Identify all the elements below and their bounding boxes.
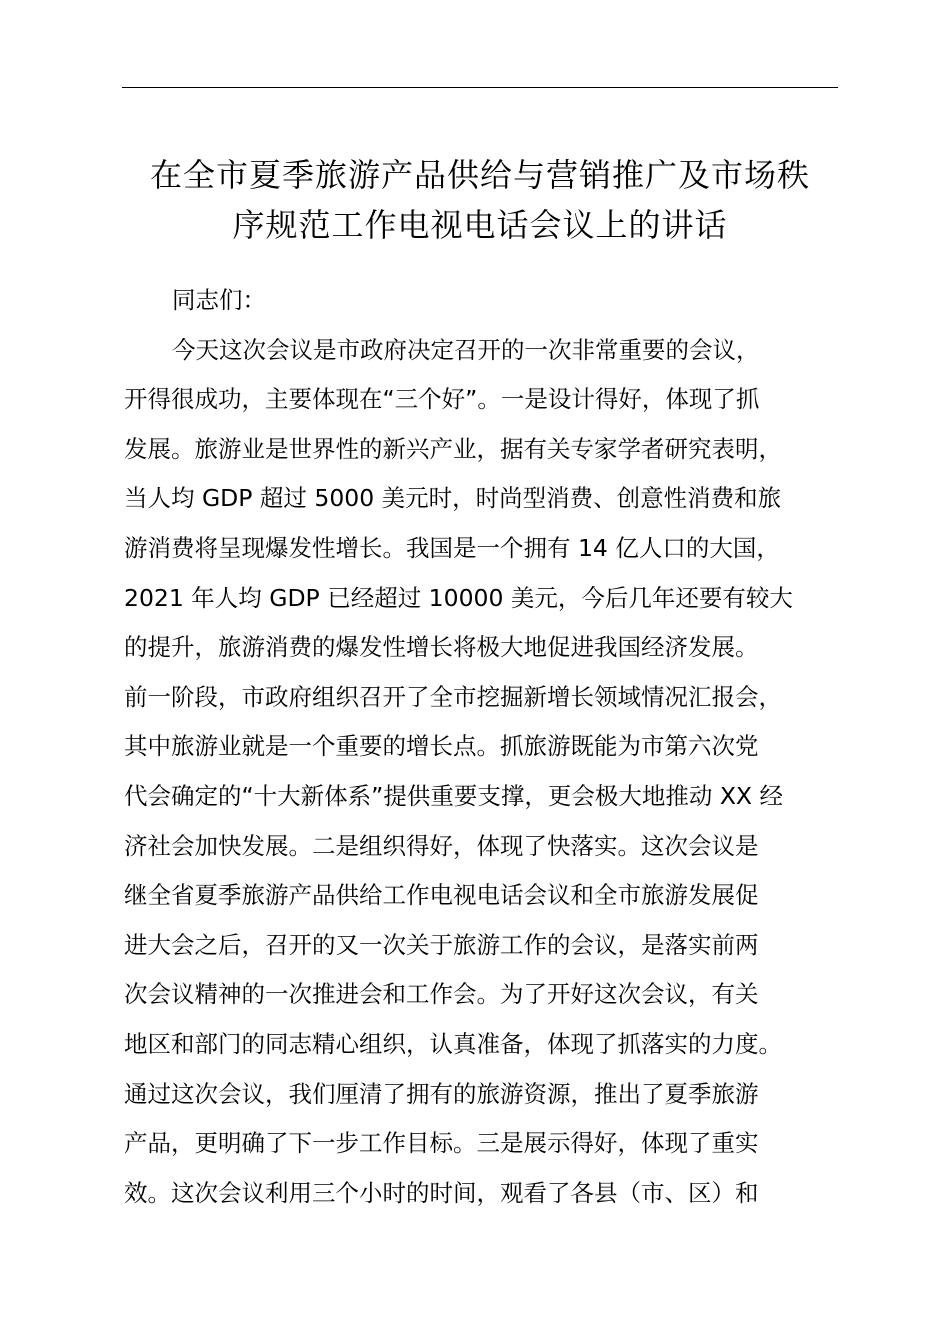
- paragraph-line: 2021 年人均 GDP 已经超过 10000 美元，今后几年还要有较大: [124, 583, 793, 612]
- paragraph-line: 产品，更明确了下一步工作目标。三是展示得好，体现了重实: [124, 1129, 759, 1158]
- title-line: 在全市夏季旅游产品供给与营销推广及市场秩: [149, 156, 810, 194]
- paragraph-line: 通过这次会议，我们厘清了拥有的旅游资源，推出了夏季旅游: [124, 1079, 759, 1108]
- paragraph-line: 次会议精神的一次推进会和工作会。为了开好这次会议，有关: [124, 980, 759, 1009]
- paragraph-line: 的提升，旅游消费的爆发性增长将极大地促进我国经济发展。: [124, 633, 759, 662]
- header-rule: [122, 87, 838, 88]
- paragraph-line: 济社会加快发展。二是组织得好，体现了快落实。这次会议是: [124, 831, 759, 860]
- paragraph-line: 发展。旅游业是世界性的新兴产业，据有关专家学者研究表明，: [124, 434, 782, 463]
- paragraph-line: 当人均 GDP 超过 5000 美元时，时尚型消费、创意性消费和旅: [124, 484, 782, 513]
- paragraph-line: 其中旅游业就是一个重要的增长点。抓旅游既能为市第六次党: [124, 732, 759, 761]
- paragraph-line: 开得很成功，主要体现在“三个好”。一是设计得好，体现了抓: [124, 385, 760, 414]
- paragraph-line: 继全省夏季旅游产品供给工作电视电话会议和全市旅游发展促: [124, 881, 759, 910]
- paragraph-line: 前一阶段，市政府组织召开了全市挖掘新增长领域情况汇报会，: [124, 682, 782, 711]
- salutation: 同志们：: [172, 286, 266, 314]
- title-line: 序规范工作电视电话会议上的讲话: [232, 206, 728, 244]
- paragraph-line: 进大会之后，召开的又一次关于旅游工作的会议，是落实前两: [124, 930, 759, 959]
- paragraph-line: 效。这次会议利用三个小时的时间，观看了各县（市、区）和: [124, 1178, 759, 1207]
- document-title: [100, 150, 860, 250]
- document-body: [124, 276, 864, 1218]
- paragraph-line: 今天这次会议是市政府决定召开的一次非常重要的会议，: [172, 335, 760, 364]
- paragraph-line: 地区和部门的同志精心组织，认真准备，体现了抓落实的力度。: [124, 1029, 782, 1058]
- paragraph-line: 代会确定的“十大新体系”提供重要支撑，更会极大地推动 XX 经: [124, 781, 783, 810]
- paragraph-line: 游消费将呈现爆发性增长。我国是一个拥有 14 亿人口的大国，: [124, 533, 780, 562]
